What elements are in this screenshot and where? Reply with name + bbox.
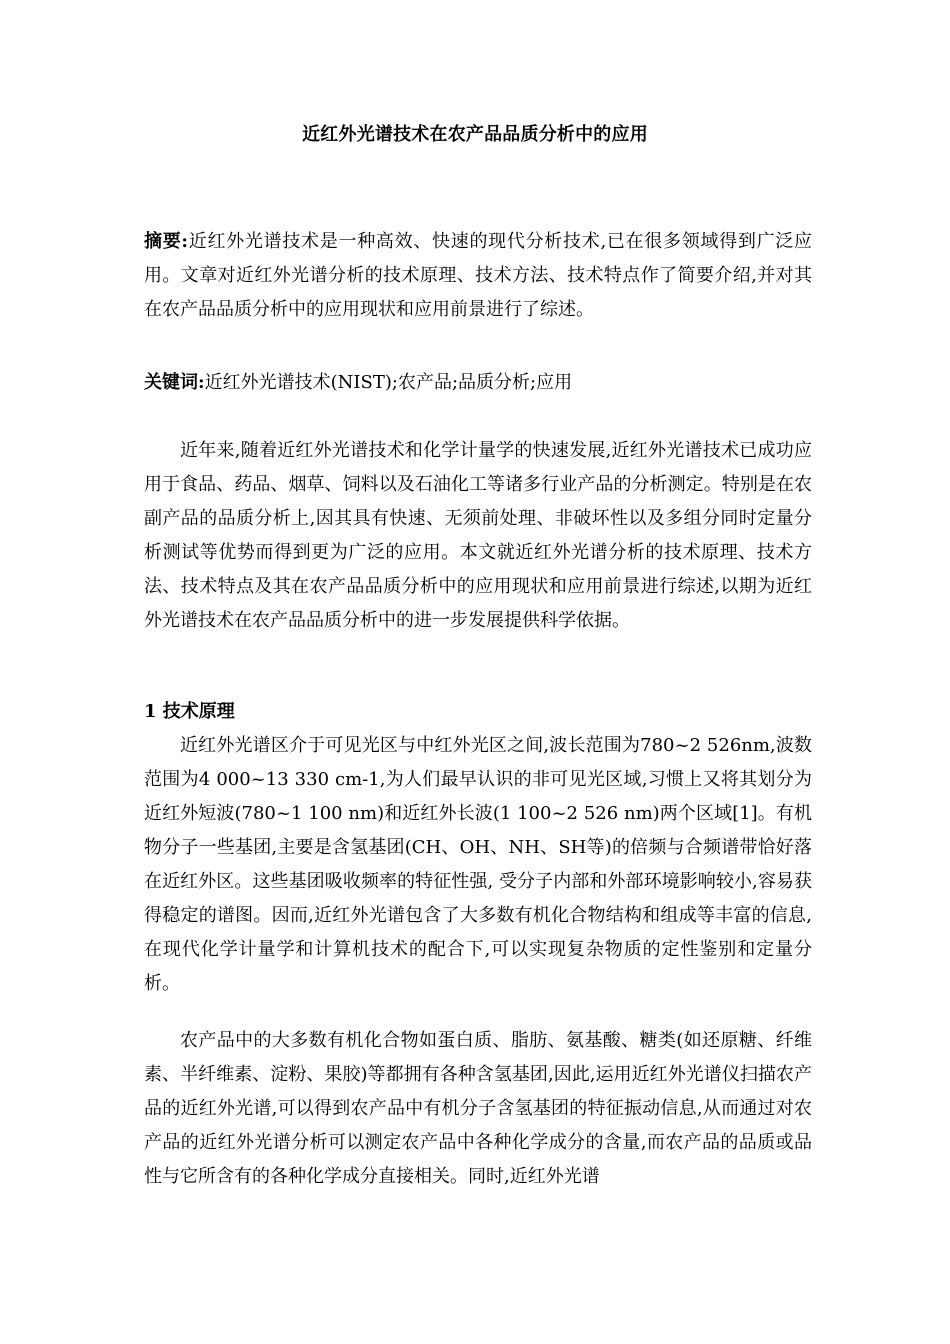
keywords [144, 366, 812, 400]
keywords-text: 近红外光谱技术(NIST);农产品;品质分析;应用 [204, 372, 573, 393]
abstract-label: 摘要: [144, 231, 189, 252]
abstract-text: 近红外光谱技术是一种高效、快速的现代分析技术,已在很多领域得到广泛应用。文章对近红外光谱分析的技术原理、技术方法、技术特点作了简要介绍,并对其在农产品品质分析中的应用现状和应用前景进行了综述。 [144, 231, 812, 320]
intro-paragraph: 近年来,随着近红外光谱技术和化学计量学的快速发展,近红外光谱技术已成功应用于食品、药品、烟草、饲料以及石油化工等诸多行业产品的分析测定。特别是在农副产品的品质分析上,因其具有快速、无须前处理、非破坏性以及多组分同时定量分析测试等优势而得到更为广泛的应用。本文就近红外光谱分析的技术原理、技术方法、技术特点及其在农产品品质分析中的应用现状和应用前景进行综述,以期为近红外光谱技术在农产品品质分析中的进一步发展提供科学依据。 [144, 440, 812, 631]
document-title: 近红外光谱技术在农产品品质分析中的应用 [302, 124, 648, 145]
abstract [144, 225, 812, 327]
keywords-label: 关键词: [144, 372, 205, 393]
body-paragraph: 农产品中的大多数有机化合物如蛋白质、脂肪、氨基酸、糖类(如还原糖、纤维素、半纤维素、淀粉、果胶)等都拥有各种含氢基团,因此,运用近红外光谱仪扫描农产品的近红外光谱,可以得到农产品中有机分子含氢基团的特征振动信息,从而通过对农产品的近红外光谱分析可以测定农产品中各种化学成分的含量,而农产品的品质或品性与它所含有的各种化学成分直接相关。同时,近红外光谱 [144, 1030, 812, 1187]
body-paragraph: 近红外光谱区介于可见光区与中红外光区之间,波长范围为780~2 526nm,波数范围为4 000~13 330 cm-1,为人们最早认识的非可见光区域,习惯上又将其划分为近红外短波(780~1 100 nm)和近红外长波(1 100~2 526 nm)两个区域[1]。有机物分子一些基团,主要是含氢基团(CH、OH、NH、SH等)的倍频与合频谱带恰好落在近红外区。这些基团吸收频率的特征性强, 受分子内部和外部环境影响较小,容易获得稳定的谱图。因而,近红外光谱包含了大多数有机化合物结构和组成等丰富的信息,在现代化学计量学和计算机技术的配合下,可以实现复杂物质的定性鉴别和定量分析。 [144, 735, 812, 994]
section-heading: 1 技术原理 [144, 701, 235, 722]
